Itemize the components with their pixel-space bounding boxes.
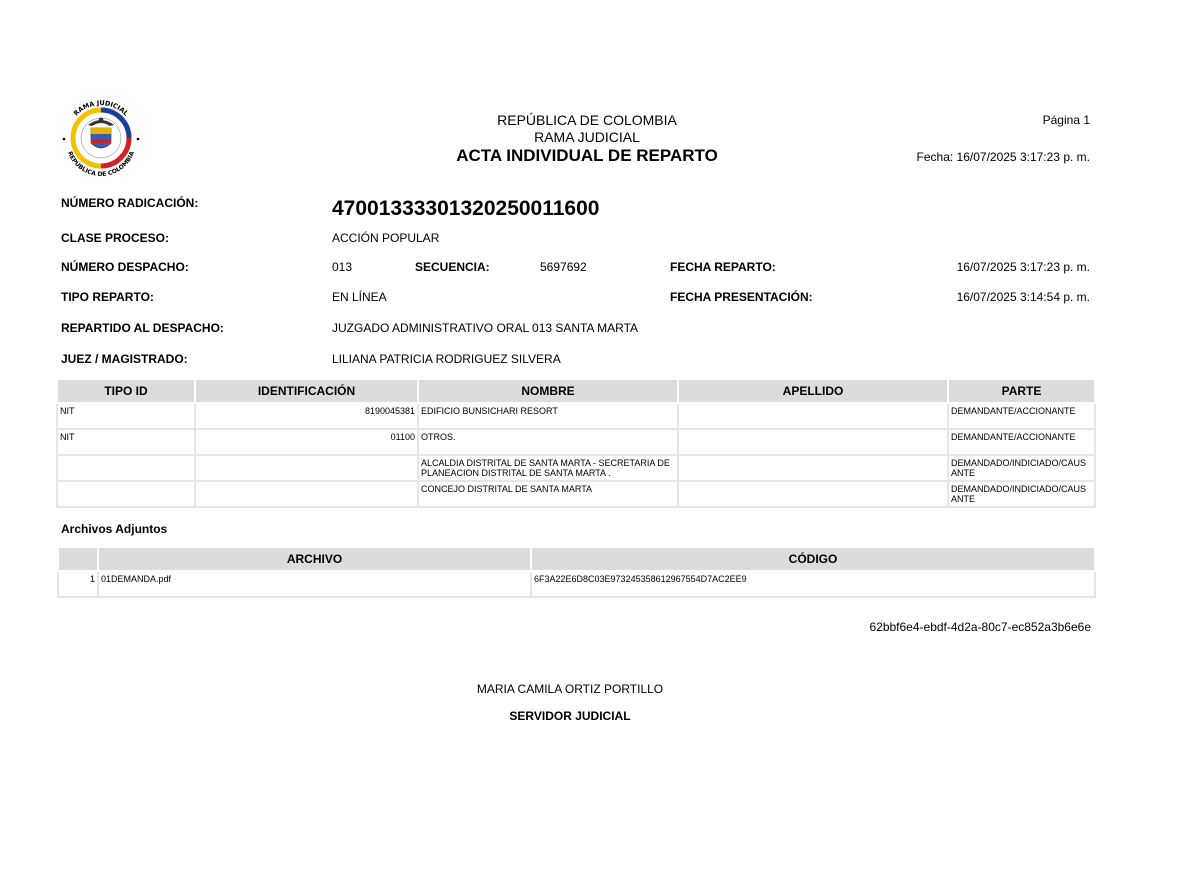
rama-judicial-seal-icon xyxy=(58,95,144,181)
cell-apellido xyxy=(678,455,948,481)
col-identificacion: IDENTIFICACIÓN xyxy=(195,379,418,403)
branch-name: RAMA JUDICIAL xyxy=(534,129,640,145)
cell-parte: DEMANDANTE/ACCIONANTE xyxy=(948,429,1095,455)
table-row xyxy=(57,481,1095,507)
cell-tipo-id xyxy=(57,481,195,507)
tipo-reparto-value: EN LÍNEA xyxy=(332,290,387,304)
document-hash: 62bbf6e4-ebdf-4d2a-80c7-ec852a3b6e6e xyxy=(869,620,1091,634)
document-title: ACTA INDIVIDUAL DE REPARTO xyxy=(456,146,718,165)
numero-despacho-value: 013 xyxy=(332,260,353,274)
juez-magistrado-value: LILIANA PATRICIA RODRIGUEZ SILVERA xyxy=(332,352,561,366)
cell-identificacion xyxy=(195,481,418,507)
cell-tipo-id: NIT xyxy=(57,429,195,455)
radicacion-value: 47001333301320250011600 xyxy=(332,197,600,220)
col-parte: PARTE xyxy=(948,379,1095,403)
fecha-presentacion-value: 16/07/2025 3:14:54 p. m. xyxy=(956,290,1090,304)
cell-codigo: 6F3A22E6D8C03E973245358612967554D7AC2EE9 xyxy=(531,571,1095,597)
page-number: Página 1 xyxy=(1042,113,1090,127)
secuencia-label: SECUENCIA: xyxy=(415,260,490,274)
signer-name: MARIA CAMILA ORTIZ PORTILLO xyxy=(476,682,664,696)
cell-nombre: OTROS. xyxy=(418,429,678,455)
clase-proceso-value: ACCIÓN POPULAR xyxy=(332,231,440,245)
cell-nombre: EDIFICIO BUNSICHARI RESORT xyxy=(418,403,678,429)
col-codigo: CÓDIGO xyxy=(531,547,1095,571)
cell-nombre: ALCALDIA DISTRITAL DE SANTA MARTA - SECRETARIA DE PLANEACION DISTRITAL DE SANTA MARTA . xyxy=(418,455,678,481)
cell-identificacion xyxy=(195,455,418,481)
clase-proceso-label: CLASE PROCESO: xyxy=(61,231,170,245)
cell-index: 1 xyxy=(58,571,98,597)
radicacion-label: NÚMERO RADICACIÓN: xyxy=(61,196,199,210)
tipo-reparto-label: TIPO REPARTO: xyxy=(61,290,154,304)
cell-nombre: CONCEJO DISTRITAL DE SANTA MARTA xyxy=(418,481,678,507)
numero-despacho-label: NÚMERO DESPACHO: xyxy=(61,260,189,274)
logo-bottom-text: REPÚBLICA DE COLOMBIA xyxy=(65,150,137,179)
cell-archivo: 01DEMANDA.pdf xyxy=(98,571,531,597)
cell-apellido xyxy=(678,403,948,429)
col-nombre: NOMBRE xyxy=(418,379,678,403)
col-index xyxy=(58,547,98,571)
fecha-reparto-value: 16/07/2025 3:17:23 p. m. xyxy=(956,260,1090,274)
fecha-reparto-label: FECHA REPARTO: xyxy=(670,260,776,274)
parties-header-row xyxy=(57,379,1095,403)
cell-apellido xyxy=(678,429,948,455)
col-archivo: ARCHIVO xyxy=(98,547,531,571)
signer-role: SERVIDOR JUDICIAL xyxy=(509,709,631,723)
cell-parte: DEMANDADO/INDICIADO/CAUSANTE xyxy=(948,455,1095,481)
parties-table xyxy=(56,378,1096,508)
col-tipo-id: TIPO ID xyxy=(57,379,195,403)
attachments-header-row xyxy=(58,547,1095,571)
col-apellido: APELLIDO xyxy=(678,379,948,403)
secuencia-value: 5697692 xyxy=(540,260,587,274)
logo-top-text: RAMA JUDICIAL xyxy=(72,98,130,118)
repartido-despacho-label: REPARTIDO AL DESPACHO: xyxy=(61,321,224,335)
cell-identificacion: 01100 xyxy=(195,429,418,455)
cell-parte: DEMANDADO/INDICIADO/CAUSANTE xyxy=(948,481,1095,507)
cell-tipo-id xyxy=(57,455,195,481)
table-row xyxy=(57,429,1095,455)
cell-tipo-id: NIT xyxy=(57,403,195,429)
attachments-table xyxy=(57,546,1096,598)
country-name: REPÚBLICA DE COLOMBIA xyxy=(497,112,677,128)
cell-apellido xyxy=(678,481,948,507)
rama-judicial-logo xyxy=(58,95,144,181)
fecha-presentacion-label: FECHA PRESENTACIÓN: xyxy=(670,290,813,304)
table-row xyxy=(57,455,1095,481)
repartido-despacho-value: JUZGADO ADMINISTRATIVO ORAL 013 SANTA MARTA xyxy=(332,321,639,335)
table-row xyxy=(57,403,1095,429)
document-date: Fecha: 16/07/2025 3:17:23 p. m. xyxy=(916,150,1090,164)
cell-parte: DEMANDANTE/ACCIONANTE xyxy=(948,403,1095,429)
table-row xyxy=(58,571,1095,597)
attachments-title: Archivos Adjuntos xyxy=(61,522,168,536)
cell-identificacion: 8190045381 xyxy=(195,403,418,429)
juez-magistrado-label: JUEZ / MAGISTRADO: xyxy=(61,352,188,366)
